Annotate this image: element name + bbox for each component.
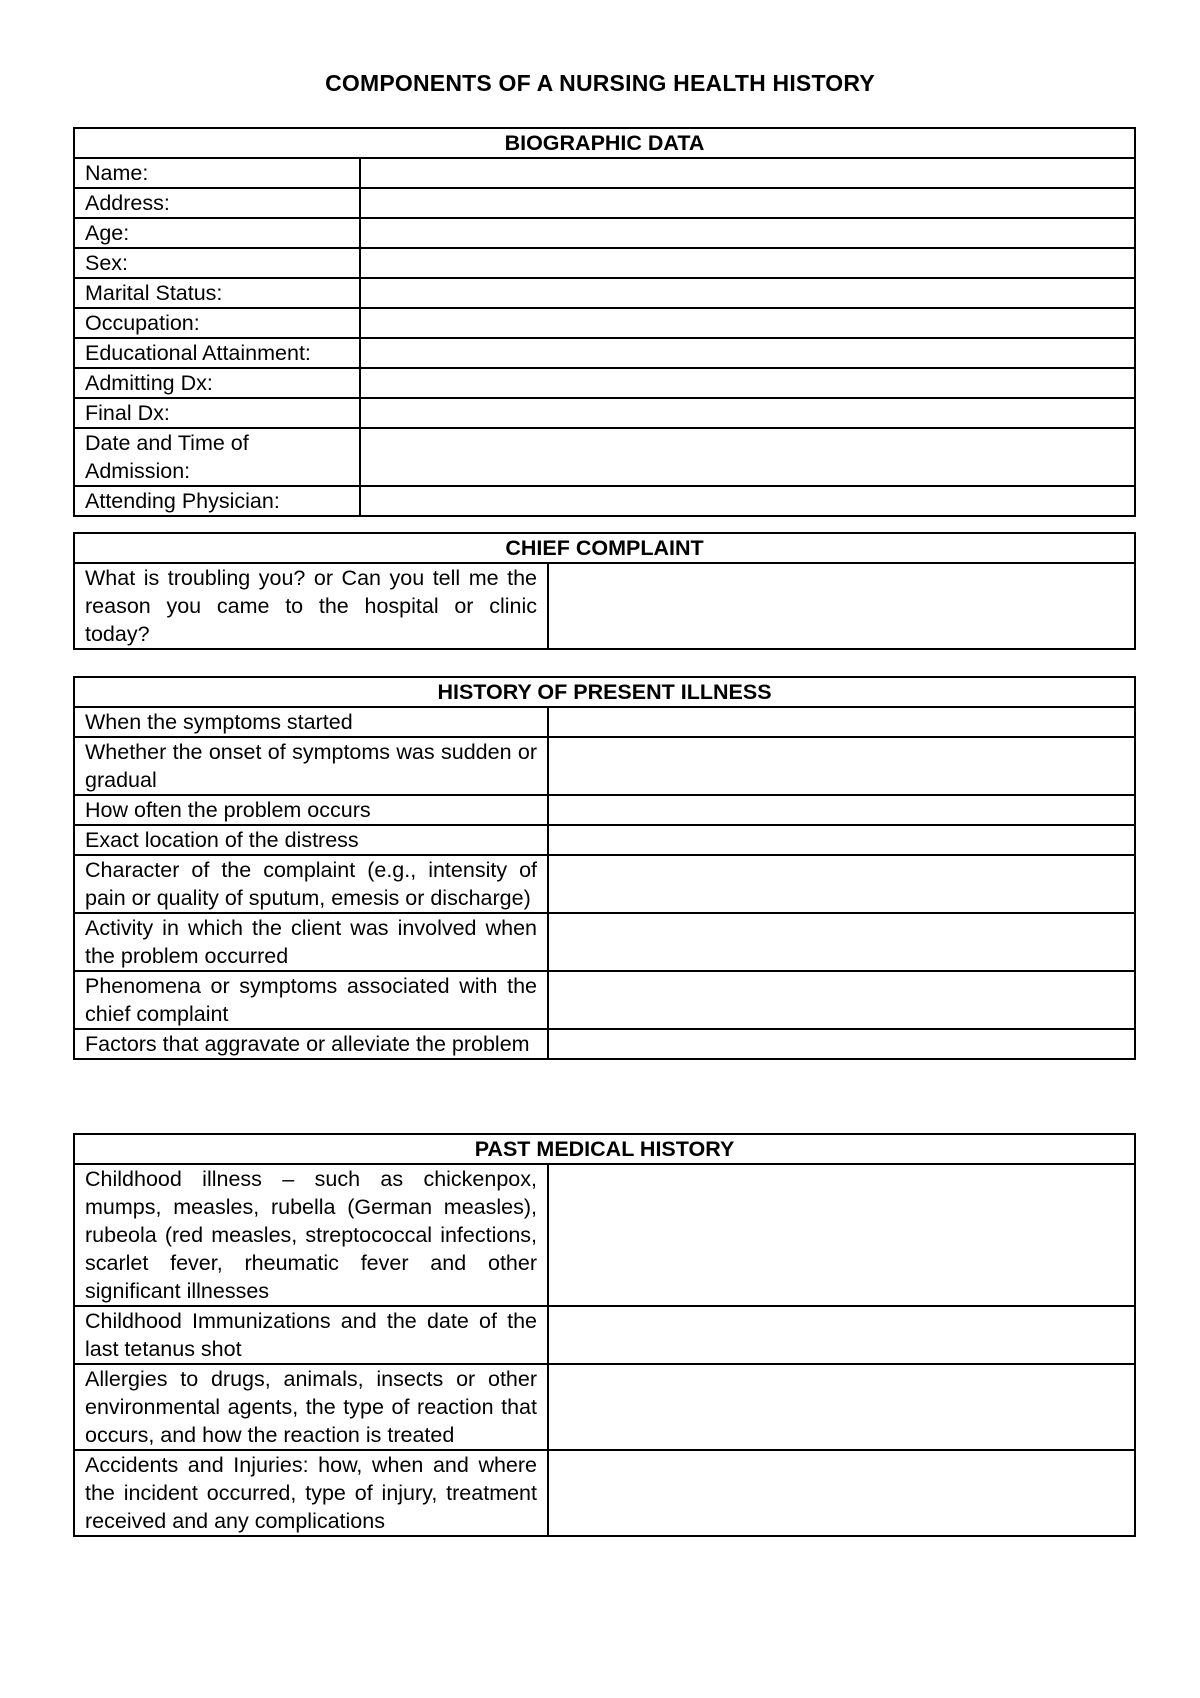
admitting-dx-field[interactable] xyxy=(360,368,1135,398)
table-row xyxy=(74,248,1135,278)
allergies-field[interactable] xyxy=(548,1364,1135,1450)
field-label: Accidents and Injuries: how, when and where the incident occurred, type of injury, treatment received and any complications xyxy=(74,1450,548,1536)
field-label: Final Dx: xyxy=(74,398,360,428)
table-row xyxy=(74,1029,1135,1059)
field-label: What is troubling you? or Can you tell me the reason you came to the hospital or clinic today? xyxy=(74,563,548,649)
field-label: Phenomena or symptoms associated with the chief complaint xyxy=(74,971,548,1029)
admission-datetime-field[interactable] xyxy=(360,428,1135,486)
table-row xyxy=(74,971,1135,1029)
table-row xyxy=(74,1450,1135,1536)
table-row xyxy=(74,338,1135,368)
field-label: Educational Attainment: xyxy=(74,338,360,368)
field-label: Childhood illness – such as chickenpox, mumps, measles, rubella (German measles), rubeola (red measles, streptococcal infections, scarlet fever, rheumatic fever and other significant illnesses xyxy=(74,1164,548,1306)
present-illness-table xyxy=(73,676,1136,1060)
sex-field[interactable] xyxy=(360,248,1135,278)
field-label: When the symptoms started xyxy=(74,707,548,737)
field-label: Childhood Immunizations and the date of the last tetanus shot xyxy=(74,1306,548,1364)
field-label: Exact location of the distress xyxy=(74,825,548,855)
table-row xyxy=(74,1164,1135,1306)
biographic-data-table xyxy=(73,127,1136,517)
marital-status-field[interactable] xyxy=(360,278,1135,308)
field-label: Name: xyxy=(74,158,360,188)
table-row xyxy=(74,278,1135,308)
table-row xyxy=(74,1306,1135,1364)
section-heading: PAST MEDICAL HISTORY xyxy=(74,1134,1135,1164)
field-label: How often the problem occurs xyxy=(74,795,548,825)
table-row xyxy=(74,158,1135,188)
table-row xyxy=(74,308,1135,338)
past-medical-history-table xyxy=(73,1133,1136,1537)
field-label: Character of the complaint (e.g., intensity of pain or quality of sputum, emesis or discharge) xyxy=(74,855,548,913)
occupation-field[interactable] xyxy=(360,308,1135,338)
field-label: Attending Physician: xyxy=(74,486,360,516)
associated-symptoms-field[interactable] xyxy=(548,971,1135,1029)
field-label: Admitting Dx: xyxy=(74,368,360,398)
location-field[interactable] xyxy=(548,825,1135,855)
field-label: Address: xyxy=(74,188,360,218)
section-heading: HISTORY OF PRESENT ILLNESS xyxy=(74,677,1135,707)
attending-physician-field[interactable] xyxy=(360,486,1135,516)
table-row xyxy=(74,188,1135,218)
field-label: Date and Time of Admission: xyxy=(74,428,360,486)
field-label: Whether the onset of symptoms was sudden or gradual xyxy=(74,737,548,795)
frequency-field[interactable] xyxy=(548,795,1135,825)
field-label: Activity in which the client was involved when the problem occurred xyxy=(74,913,548,971)
table-row xyxy=(74,428,1135,486)
chief-complaint-table xyxy=(73,532,1136,650)
field-label: Factors that aggravate or alleviate the problem xyxy=(74,1029,548,1059)
name-field[interactable] xyxy=(360,158,1135,188)
symptom-start-field[interactable] xyxy=(548,707,1135,737)
age-field[interactable] xyxy=(360,218,1135,248)
character-field[interactable] xyxy=(548,855,1135,913)
page-title: COMPONENTS OF A NURSING HEALTH HISTORY xyxy=(325,70,875,96)
activity-field[interactable] xyxy=(548,913,1135,971)
field-label: Age: xyxy=(74,218,360,248)
field-label: Sex: xyxy=(74,248,360,278)
address-field[interactable] xyxy=(360,188,1135,218)
section-heading: BIOGRAPHIC DATA xyxy=(74,128,1135,158)
chief-complaint-field[interactable] xyxy=(548,563,1135,649)
table-row xyxy=(74,825,1135,855)
accidents-injuries-field[interactable] xyxy=(548,1450,1135,1536)
field-label: Occupation: xyxy=(74,308,360,338)
table-row xyxy=(74,1364,1135,1450)
table-row xyxy=(74,398,1135,428)
table-row xyxy=(74,368,1135,398)
immunizations-field[interactable] xyxy=(548,1306,1135,1364)
aggravating-factors-field[interactable] xyxy=(548,1029,1135,1059)
childhood-illness-field[interactable] xyxy=(548,1164,1135,1306)
table-row xyxy=(74,218,1135,248)
final-dx-field[interactable] xyxy=(360,398,1135,428)
table-row xyxy=(74,855,1135,913)
table-row xyxy=(74,486,1135,516)
onset-field[interactable] xyxy=(548,737,1135,795)
field-label: Marital Status: xyxy=(74,278,360,308)
table-row xyxy=(74,707,1135,737)
table-row xyxy=(74,737,1135,795)
section-heading: CHIEF COMPLAINT xyxy=(74,533,1135,563)
table-row xyxy=(74,913,1135,971)
educational-attainment-field[interactable] xyxy=(360,338,1135,368)
table-row xyxy=(74,563,1135,649)
table-row xyxy=(74,795,1135,825)
field-label: Allergies to drugs, animals, insects or other environmental agents, the type of reaction that occurs, and how the reaction is treated xyxy=(74,1364,548,1450)
